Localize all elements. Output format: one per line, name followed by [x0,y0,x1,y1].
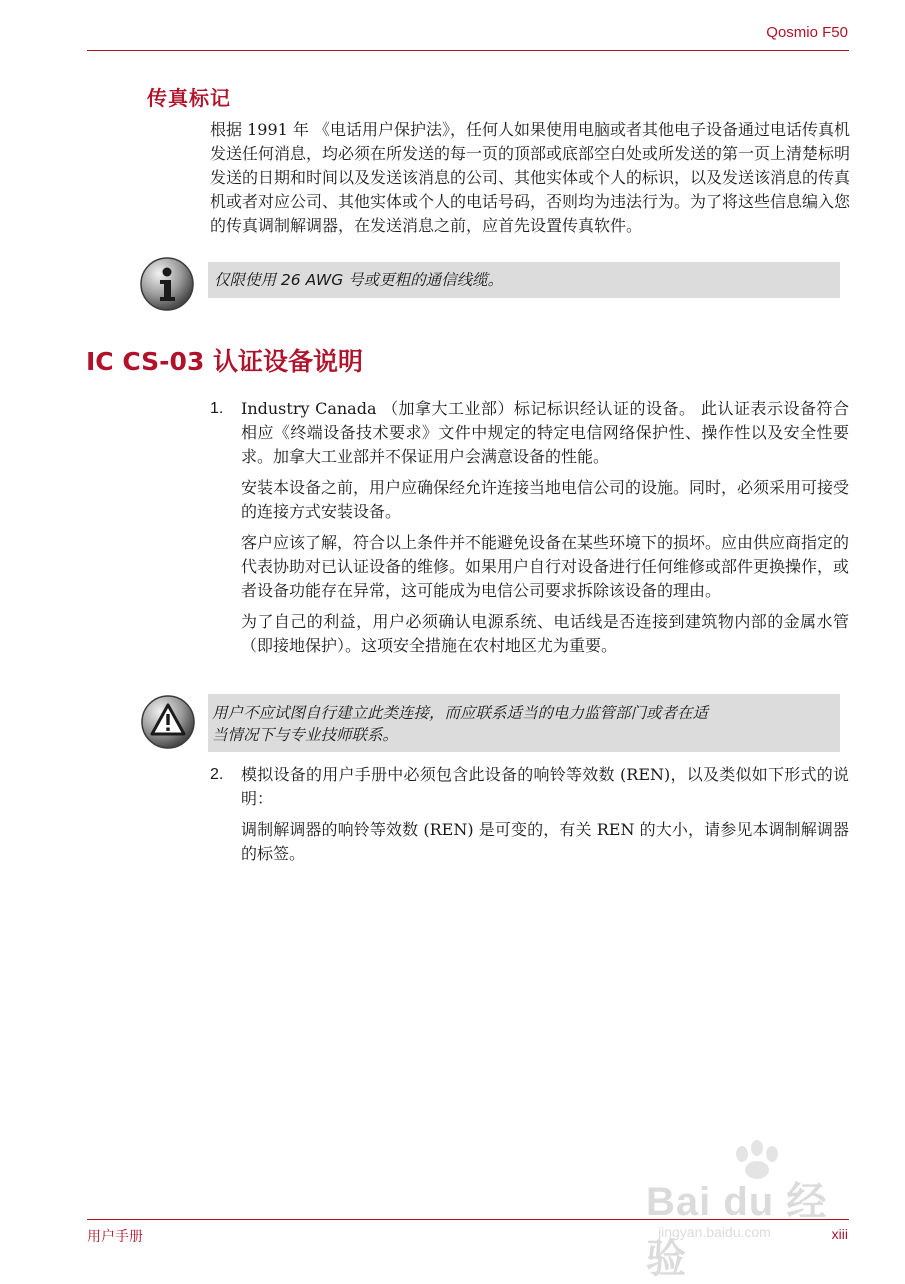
item-1-paragraph: Industry Canada （加拿大工业部）标记标识经认证的设备。 此认证表示设备符合相应《终端设备技术要求》文件中规定的特定电信网络保护性、操作性以及安全性要求。加拿大工业部并不保证用户会满意设备的性能。 [241,399,849,466]
item-1 [241,397,849,665]
warning-icon [140,694,196,754]
watermark-text: Bai du 经验 [646,1180,828,1281]
info-icon [139,256,195,316]
item-1-paragraph: 安装本设备之前，用户应确保经允许连接当地电信公司的设施。同时，必须采用可接受的连接方式安装设备。 [241,478,850,521]
page-number: xiii [831,1226,848,1242]
baidu-watermark [636,1140,856,1281]
item-1-paragraph: 为了自己的利益，用户必须确认电源系统、电话线是否连接到建筑物内部的金属水管 （即接地保护）。这项安全措施在农村地区尤为重要。 [241,612,849,655]
header-rule [87,50,849,51]
info-note [208,262,840,298]
warning-note-line: 当情况下与专业技师联系。 [212,726,399,744]
info-note-text: 仅限使用 26 AWG 号或更粗的通信线缆。 [214,271,504,289]
item-1-number: 1. [210,400,224,417]
warning-note [208,694,840,752]
header-title: Qosmio F50 [766,24,848,41]
item-1-paragraph: 客户应该了解，符合以上条件并不能避免设备在某些环境下的损坏。应由供应商指定的代表协助对已认证设备的维修。如果用户自行对设备进行任何维修或部件更换操作，或者设备功能存在异常，这可能成为电信公司要求拆除该设备的理由。 [241,533,850,600]
warning-note-line: 用户不应试图自行建立此类连接，而应联系适当的电力监管部门或者在适 [212,704,709,722]
item-2 [241,763,849,873]
watermark-url: jingyan.baidu.com [658,1224,771,1240]
footer-rule [87,1219,849,1220]
fax-paragraph: 根据 1991 年 《电话用户保护法》，任何人如果使用电脑或者其他电子设备通过电话传真机发送任何消息，均必须在所发送的每一页的顶部或底部空白处或所发送的第一页上清楚标明发送的日期和时间以及发送该消息的公司、其他实体或个人的标识，以及发送该消息的传真机或者对应公司、其他实体或个人的电话号码，否则均为违法行为。为了将这些信息编入您的传真调制解调器，在发送消息之前，应首先设置传真软件。 [210,120,851,235]
item-2-number: 2. [210,766,224,783]
footer-manual-label: 用户手册 [87,1229,143,1245]
ic-heading: IC CS-03 认证设备说明 [86,347,364,376]
fax-heading: 传真标记 [147,86,231,110]
item-2-paragraph: 调制解调器的响铃等效数 (REN) 是可变的，有关 REN 的大小，请参见本调制解调器的标签。 [241,820,849,863]
item-2-paragraph: 模拟设备的用户手册中必须包含此设备的响铃等效数 (REN)，以及类似如下形式的说明： [241,765,849,808]
